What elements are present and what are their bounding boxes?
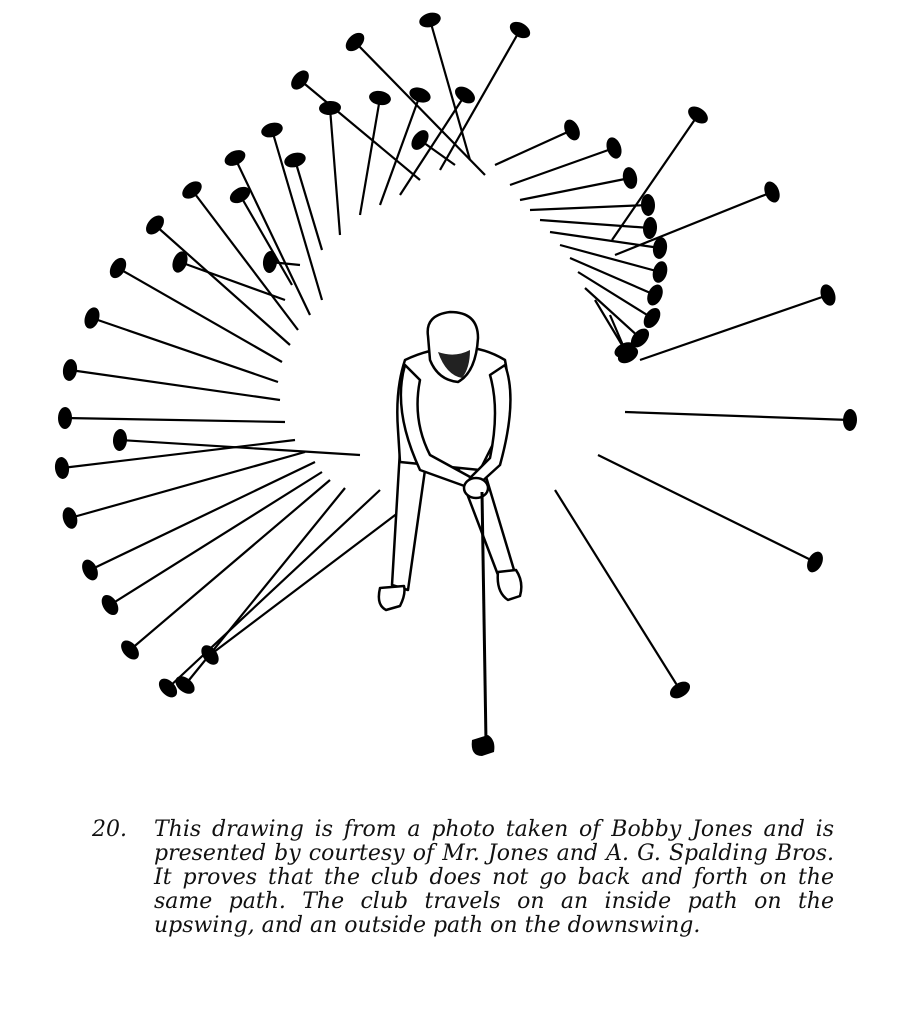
club-head [407,85,432,106]
club-head [79,557,101,583]
club-head [179,178,205,202]
hands [464,478,488,498]
club-shaft [192,190,298,330]
club-shaft [110,472,322,605]
club-head [604,135,625,160]
club-head [82,305,102,330]
address-club-head [472,735,495,756]
club-shaft [530,205,648,210]
club-head [650,260,669,285]
club-shaft [300,80,420,180]
club-shaft [380,95,420,205]
club-head [644,282,666,308]
club-head [112,429,127,452]
club-shaft [570,258,655,295]
club-head [640,305,664,331]
club-shaft [550,232,660,248]
club-head [561,117,583,143]
club-head [368,89,392,107]
club-head [259,120,284,140]
club-shaft [598,455,815,562]
caption-text: This drawing is from a photo taken of Bobby Jones and is presented by courtesy of Mr. Jones and A. G. Spalding Bros. It proves that the club does not go back and forth on the same path. The club travels on an inside path on the upswing, and an outside path on the downswing. [154,817,834,938]
club-head [60,506,79,531]
club-head [804,549,826,575]
club-head [118,637,143,663]
right-shoe [498,570,522,600]
club-shaft [92,318,278,382]
club-head [507,18,533,41]
club-head [62,358,79,382]
club-head [106,255,129,281]
club-shaft [540,220,650,228]
club-head [318,100,341,116]
club-head [222,147,248,169]
club-shaft [65,418,285,422]
club-shaft [520,178,630,200]
club-head [408,127,432,153]
club-shaft [70,370,280,400]
club-shaft [640,295,828,360]
club-head [262,250,278,273]
club-shaft [330,108,340,235]
club-shaft [360,98,380,215]
club-head [761,179,782,205]
club-head [418,10,443,30]
club-head [667,678,693,702]
club-head [452,83,478,107]
club-shaft [120,440,360,455]
club-head [282,150,307,170]
club-shaft [90,462,315,570]
club-shaft [510,148,614,185]
club-head [818,282,838,307]
club-head [58,407,72,429]
club-head [685,103,711,127]
club-shaft [235,158,310,315]
club-shaft [295,160,322,250]
club-head [288,67,313,93]
club-shaft [625,412,850,420]
caption-number: 20. [92,817,127,842]
club-shaft [560,245,660,272]
club-head [642,217,658,240]
club-shaft [355,42,485,175]
golfer-figure [379,312,521,610]
club-shaft [555,490,680,690]
club-shaft [495,130,572,165]
club-shaft [578,272,652,318]
left-shoe [379,586,405,610]
club-shaft [168,490,380,688]
club-head [843,409,858,431]
club-head [621,166,639,190]
club-head [98,592,122,618]
club-head [54,456,71,480]
